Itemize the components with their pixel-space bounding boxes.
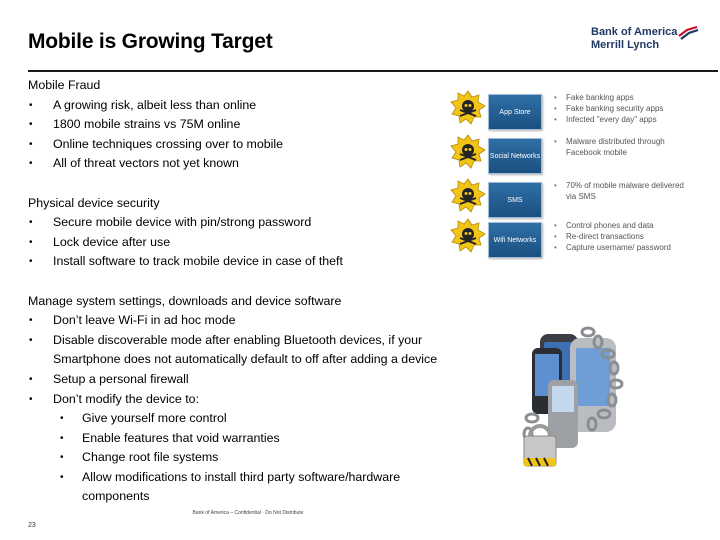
risk-item: • Control phones and data [554, 220, 690, 231]
sub-bullet-item: • Allow modifications to install third party software/hardware components [56, 468, 468, 507]
bullet-item: • Install software to track mobile device in case of theft [28, 252, 468, 272]
bullet-list [28, 96, 468, 174]
section-title: Manage system settings, downloads and device software [28, 293, 342, 308]
bullet-item: • A growing risk, albeit less than online [28, 96, 468, 116]
section-physical-security [28, 194, 468, 272]
risk-list [554, 180, 690, 202]
bullet-item: • All of threat vectors not yet known [28, 154, 468, 174]
bullet-item: • Online techniques crossing over to mobile [28, 135, 468, 155]
threat-row-social-networks [450, 134, 690, 174]
logo-line-2: Merrill Lynch [591, 39, 660, 51]
threat-row-app-store [450, 90, 690, 130]
risk-list [554, 92, 690, 125]
bullet-list [28, 311, 468, 409]
bullet-item: • Disable discoverable mode after enabling Bluetooth devices, if your Smartphone does not automatically default to off after adding a device [28, 331, 468, 370]
main-content [28, 76, 468, 527]
page-title: Mobile is Growing Target [28, 30, 273, 53]
risk-item: • Re-direct transactions [554, 231, 690, 242]
risk-item: • Fake banking apps [554, 92, 690, 103]
risk-list [554, 220, 690, 253]
bullet-item: • Don’t modify the device to: [28, 390, 468, 410]
risk-item: • Fake banking security apps [554, 103, 690, 114]
page-number: 23 [28, 522, 36, 529]
skull-warning-icon [450, 218, 486, 254]
skull-warning-icon [450, 178, 486, 214]
sub-bullet-item: • Change root file systems [56, 448, 468, 468]
channel-box: Wifi Networks [488, 222, 542, 258]
risk-item: • Capture username/ password [554, 242, 690, 253]
chained-phones-image [518, 318, 630, 472]
bullet-item: • Don’t leave Wi-Fi in ad hoc mode [28, 311, 468, 331]
risk-list [554, 136, 690, 158]
channel-box: Social Networks [488, 138, 542, 174]
bullet-item: • Secure mobile device with pin/strong password [28, 213, 468, 233]
channel-box: App Store [488, 94, 542, 130]
bullet-item: • Setup a personal firewall [28, 370, 468, 390]
bank-logo [591, 26, 703, 56]
bullet-list [28, 213, 468, 272]
confidential-note: Bank of America – Confidential · Do Not Distribute [192, 510, 304, 516]
logo-line-1: Bank of America [591, 26, 678, 38]
risk-item: • 70% of mobile malware delivered via SMS [554, 180, 690, 202]
section-mobile-fraud [28, 76, 468, 174]
risk-item: • Infected "every day" apps [554, 114, 690, 125]
sub-bullet-item: • Give yourself more control [56, 409, 468, 429]
flag-icon [677, 26, 699, 40]
skull-warning-icon [450, 90, 486, 126]
section-system-settings [28, 292, 468, 508]
title-divider [28, 70, 718, 72]
bullet-item: • Lock device after use [28, 233, 468, 253]
threat-row-wifi-networks [450, 218, 690, 258]
channel-box: SMS [488, 182, 542, 218]
risk-item: • Malware distributed through Facebook mobile [554, 136, 690, 158]
threat-row-sms [450, 178, 690, 218]
section-title: Physical device security [28, 195, 160, 210]
sub-bullet-list [56, 409, 468, 507]
skull-warning-icon [450, 134, 486, 170]
section-title: Mobile Fraud [28, 78, 101, 92]
sub-bullet-item: • Enable features that void warranties [56, 429, 468, 449]
bullet-item: • 1800 mobile strains vs 75M online [28, 115, 468, 135]
